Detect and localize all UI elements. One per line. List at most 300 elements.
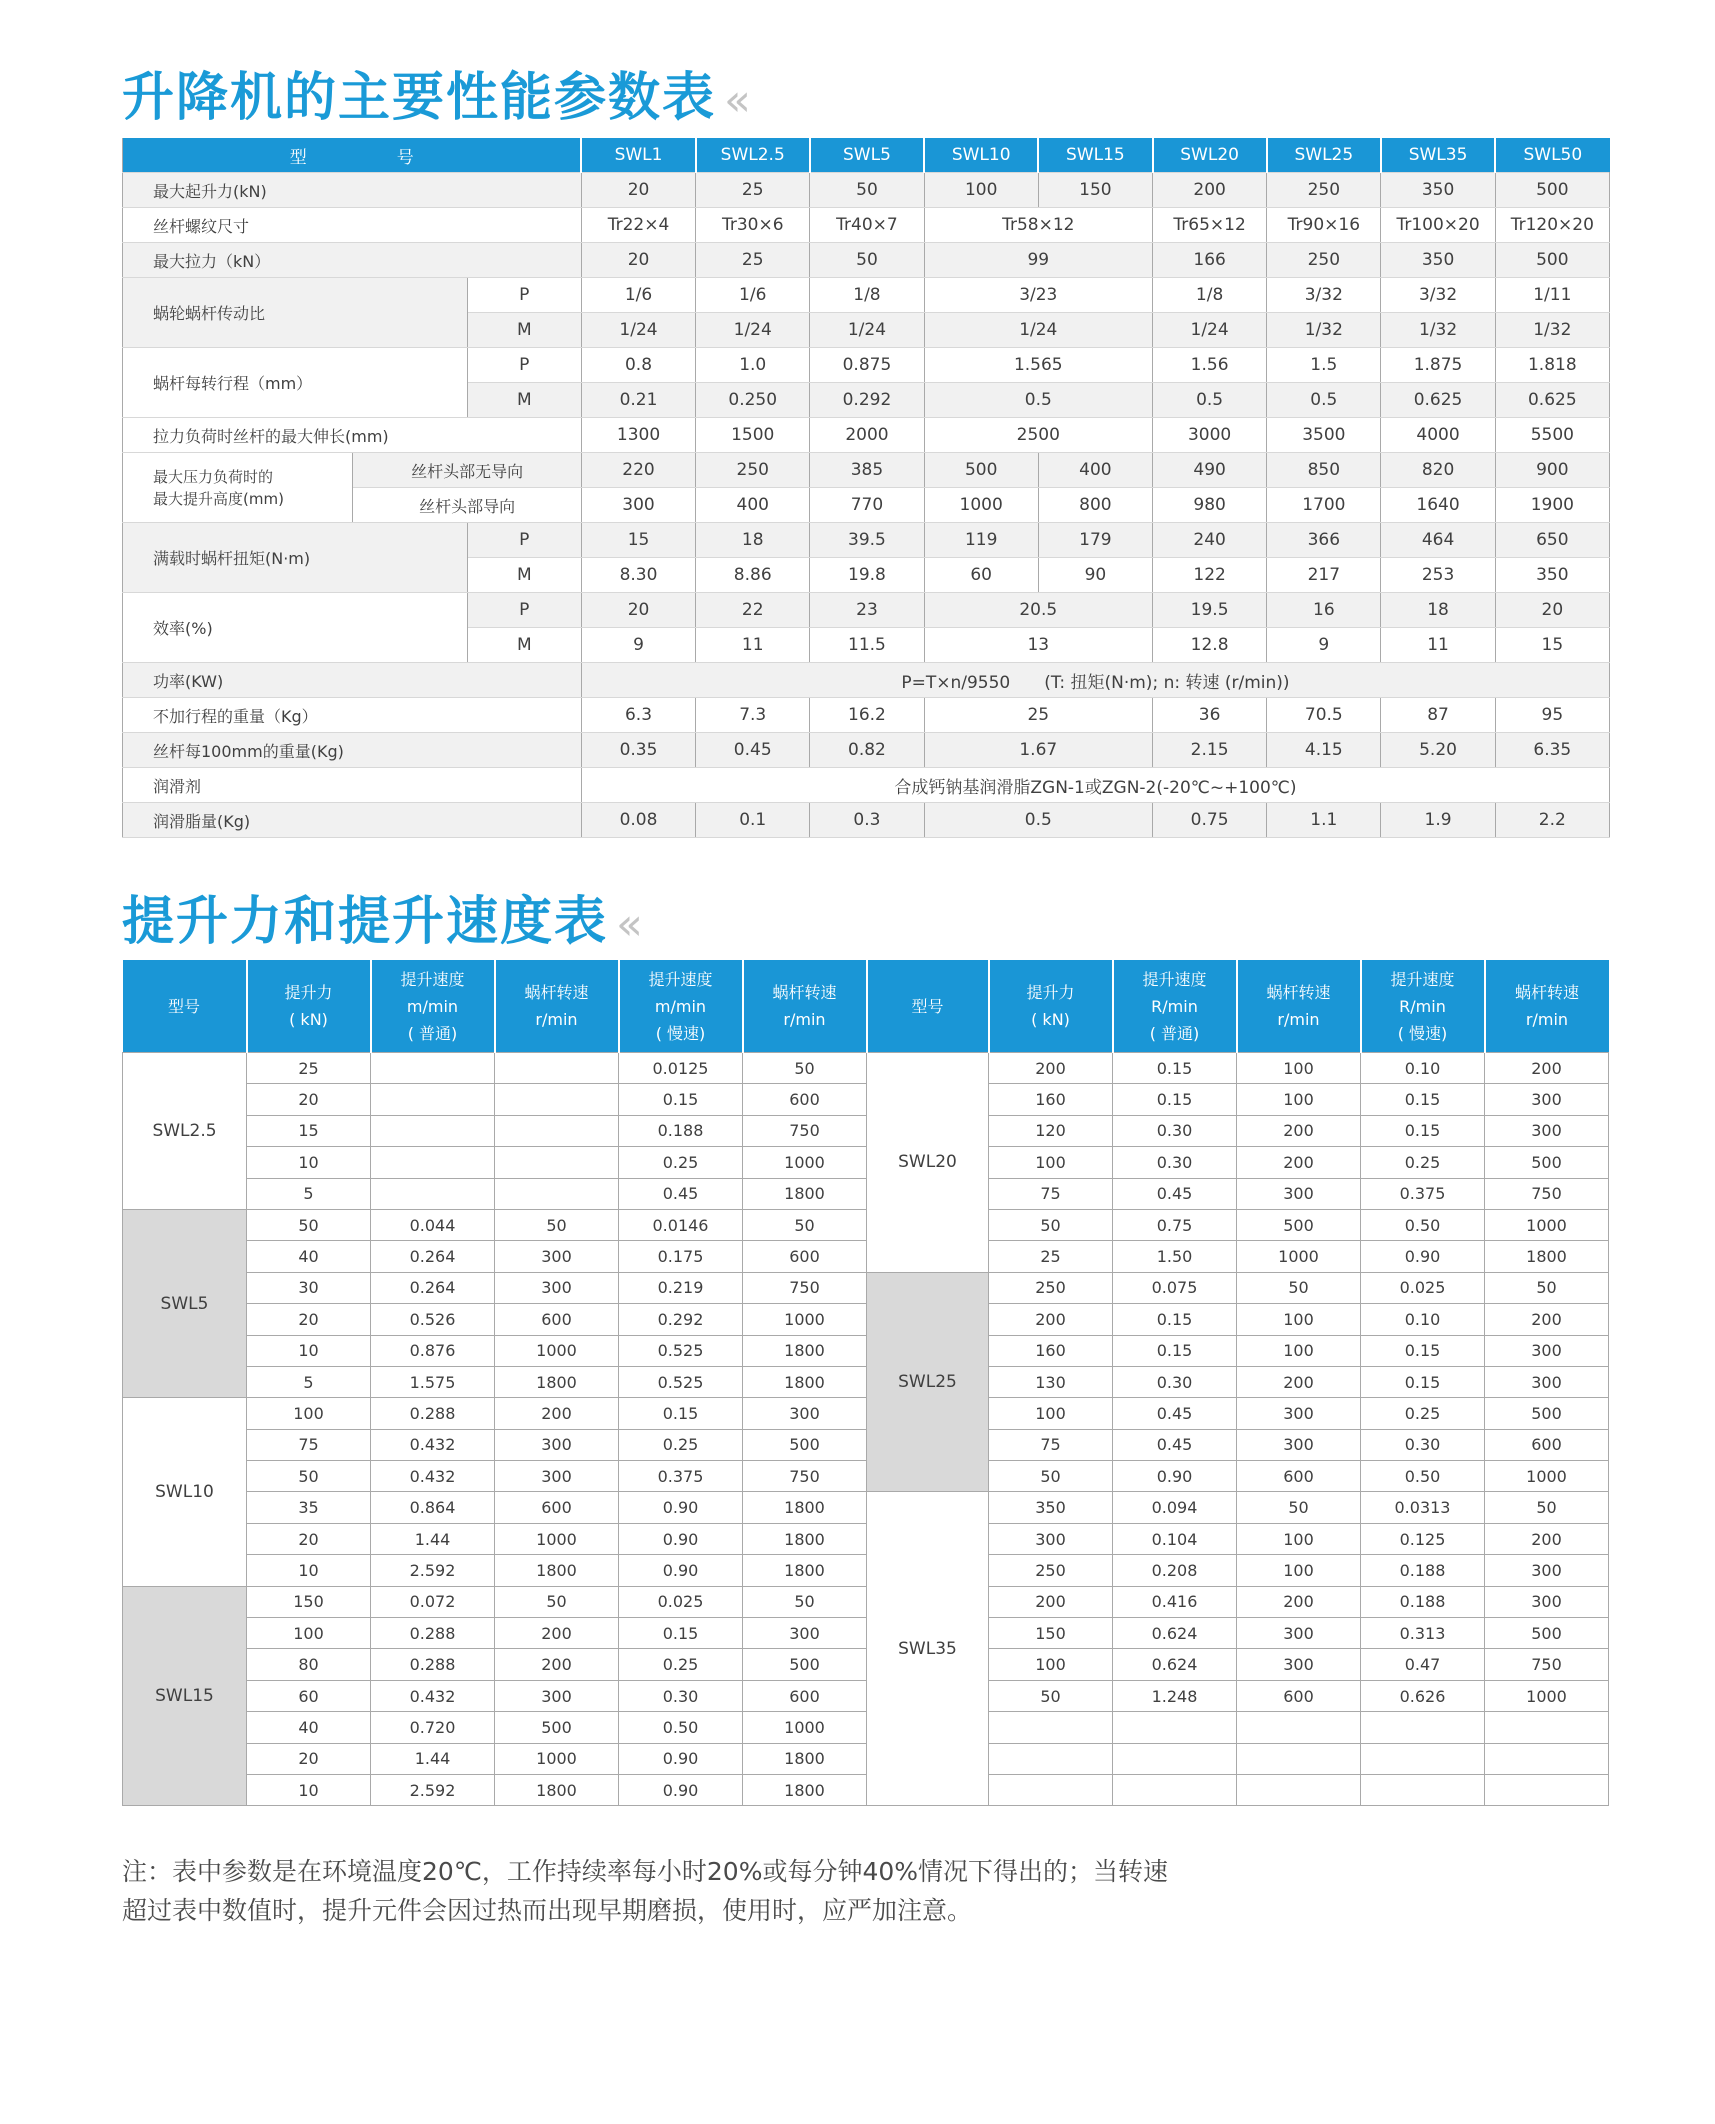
- cell: 160: [989, 1084, 1113, 1115]
- cell: 20: [581, 593, 695, 628]
- cell: 0.45: [1113, 1429, 1237, 1460]
- cell: 0.08: [581, 803, 695, 838]
- cell: 0.188: [619, 1115, 743, 1146]
- cell: 90: [1038, 558, 1152, 593]
- cell: 50: [743, 1586, 867, 1617]
- lubricant-row: [123, 768, 1610, 803]
- cell: 1.0: [696, 348, 810, 383]
- cell: 179: [1038, 523, 1152, 558]
- cell: 1000: [495, 1743, 619, 1774]
- cell: 0.1: [696, 803, 810, 838]
- lubricant-value: 合成钙钠基润滑脂ZGN-1或ZGN-2(-20℃~+100℃): [581, 768, 1609, 803]
- cell: 36: [1153, 698, 1267, 733]
- cell: 1.44: [371, 1743, 495, 1774]
- cell: 13: [924, 628, 1152, 663]
- cell: 600: [495, 1492, 619, 1523]
- cell: 1/24: [810, 313, 924, 348]
- cell: 40: [247, 1712, 371, 1743]
- cell: 0.15: [1361, 1335, 1485, 1366]
- cell: 1800: [1485, 1241, 1609, 1272]
- row-label: 不加行程的重量（Kg）: [123, 698, 582, 733]
- cell: 366: [1267, 523, 1381, 558]
- cell: 122: [1153, 558, 1267, 593]
- cell: 1/8: [810, 278, 924, 313]
- cell: 820: [1381, 453, 1495, 488]
- cell: 0.025: [619, 1586, 743, 1617]
- table-row: [123, 1241, 1609, 1272]
- cell: 25: [696, 243, 810, 278]
- cell: 750: [1485, 1649, 1609, 1680]
- cell: 20: [581, 243, 695, 278]
- cell: 0.375: [1361, 1178, 1485, 1209]
- cell: 220: [581, 453, 695, 488]
- cell: [1113, 1712, 1237, 1743]
- cell: 0.25: [619, 1147, 743, 1178]
- cell: 1000: [924, 488, 1038, 523]
- cell: 0.525: [619, 1366, 743, 1397]
- cell: 0.720: [371, 1712, 495, 1743]
- worm-speed-header: 蜗杆转速 r/min: [743, 960, 867, 1053]
- cell: 500: [1237, 1209, 1361, 1240]
- cell: 150: [247, 1586, 371, 1617]
- cell: 1.44: [371, 1523, 495, 1554]
- cell: 5: [247, 1178, 371, 1209]
- max-pull-row: [123, 243, 1610, 278]
- cell: [371, 1115, 495, 1146]
- cell: 22: [696, 593, 810, 628]
- table-row: [123, 1272, 1609, 1303]
- cell: 1/24: [1153, 313, 1267, 348]
- cell: 1/24: [924, 313, 1152, 348]
- cell: 200: [989, 1304, 1113, 1335]
- row-label: 效率(%): [123, 593, 468, 663]
- row-label: 润滑脂量(Kg): [123, 803, 582, 838]
- cell: 0.25: [619, 1649, 743, 1680]
- cell: 5: [247, 1366, 371, 1397]
- thread-row: [123, 208, 1610, 243]
- cell: 200: [1485, 1053, 1609, 1084]
- row-label: 蜗轮蜗杆传动比: [123, 278, 468, 348]
- cell: 0.47: [1361, 1649, 1485, 1680]
- cell: 50: [810, 243, 924, 278]
- cell: 0.90: [619, 1743, 743, 1774]
- cell: 0.30: [1113, 1366, 1237, 1397]
- cell: 18: [1381, 593, 1495, 628]
- cell: Tr58×12: [924, 208, 1152, 243]
- cell: 500: [1495, 173, 1609, 208]
- cell: 25: [696, 173, 810, 208]
- cell: 200: [495, 1649, 619, 1680]
- cell: 0.264: [371, 1272, 495, 1303]
- cell: 0.0313: [1361, 1492, 1485, 1523]
- cell: 20: [247, 1743, 371, 1774]
- table-row: [123, 1743, 1609, 1774]
- cell: 10: [247, 1147, 371, 1178]
- cell: 0.104: [1113, 1523, 1237, 1554]
- cell: 5500: [1495, 418, 1609, 453]
- cell: 350: [1381, 243, 1495, 278]
- cell: 0.625: [1495, 383, 1609, 418]
- cell: 95: [1495, 698, 1609, 733]
- cell: 1/32: [1495, 313, 1609, 348]
- cell: 500: [1495, 243, 1609, 278]
- cell: 1800: [495, 1555, 619, 1586]
- cell: 300: [581, 488, 695, 523]
- cell: 100: [989, 1649, 1113, 1680]
- cell: 20: [247, 1523, 371, 1554]
- table-row: [123, 1115, 1609, 1146]
- cell: 250: [989, 1555, 1113, 1586]
- cell: 80: [247, 1649, 371, 1680]
- cell: 1800: [495, 1366, 619, 1397]
- cell: 50: [495, 1209, 619, 1240]
- cell: 0.375: [619, 1461, 743, 1492]
- cell: [1361, 1743, 1485, 1774]
- cell: 750: [743, 1115, 867, 1146]
- cell: 0.15: [1113, 1304, 1237, 1335]
- cell: 160: [989, 1335, 1113, 1366]
- cell: 0.15: [619, 1398, 743, 1429]
- cell: 500: [743, 1429, 867, 1460]
- model-col: SWL5: [810, 138, 924, 173]
- cell: 350: [989, 1492, 1113, 1523]
- model-col: SWL50: [1495, 138, 1609, 173]
- cell: 500: [1485, 1147, 1609, 1178]
- cell: 2.592: [371, 1555, 495, 1586]
- cell: 3500: [1267, 418, 1381, 453]
- cell: 300: [743, 1618, 867, 1649]
- cell: 0.094: [1113, 1492, 1237, 1523]
- cell: 0.525: [619, 1335, 743, 1366]
- cell: 500: [743, 1649, 867, 1680]
- cell: 0.15: [1361, 1084, 1485, 1115]
- cell: 600: [1485, 1429, 1609, 1460]
- cell: 25: [989, 1241, 1113, 1272]
- table-row: [123, 1053, 1609, 1084]
- cell: 50: [810, 173, 924, 208]
- m-label: M: [467, 383, 581, 418]
- cell: 0.250: [696, 383, 810, 418]
- cell: 7.3: [696, 698, 810, 733]
- table-row: [123, 1774, 1609, 1805]
- cell: 166: [1153, 243, 1267, 278]
- table-row: [123, 1178, 1609, 1209]
- cell: 250: [1267, 173, 1381, 208]
- cell: 300: [495, 1241, 619, 1272]
- cell: 400: [696, 488, 810, 523]
- cell: 1.575: [371, 1366, 495, 1397]
- cell: 0.0125: [619, 1053, 743, 1084]
- header-row: [123, 138, 1610, 173]
- cell: 650: [1495, 523, 1609, 558]
- cell: [371, 1084, 495, 1115]
- footnote: [122, 1852, 1168, 1930]
- cell: 1.565: [924, 348, 1152, 383]
- cell: 18: [696, 523, 810, 558]
- cell: 1.50: [1113, 1241, 1237, 1272]
- cell: 0.90: [619, 1492, 743, 1523]
- cell: 0.075: [1113, 1272, 1237, 1303]
- cell: 10: [247, 1555, 371, 1586]
- cell: 300: [1485, 1586, 1609, 1617]
- worm-speed-header: 蜗杆转速 r/min: [495, 960, 619, 1053]
- row-label: 润滑剂: [123, 768, 582, 803]
- cell: Tr100×20: [1381, 208, 1495, 243]
- power-formula: P=T×n/9550 (T: 扭矩(N·m); n: 转速 (r/min)): [581, 663, 1609, 698]
- cell: [495, 1053, 619, 1084]
- model-cell: SWL2.5: [123, 1053, 247, 1210]
- cell: 1800: [743, 1774, 867, 1805]
- m-label: M: [467, 558, 581, 593]
- table-row: [123, 1712, 1609, 1743]
- cell: 600: [1237, 1680, 1361, 1711]
- cell: 0.188: [1361, 1586, 1485, 1617]
- cell: 100: [1237, 1304, 1361, 1335]
- sub-label: 丝杆头部导向: [353, 488, 581, 523]
- cell: 0.864: [371, 1492, 495, 1523]
- table-row: [123, 1680, 1609, 1711]
- cell: 0.264: [371, 1241, 495, 1272]
- cell: 1.248: [1113, 1680, 1237, 1711]
- cell: 300: [1237, 1649, 1361, 1680]
- cell: 0.432: [371, 1461, 495, 1492]
- cell: 1800: [743, 1523, 867, 1554]
- cell: [1485, 1774, 1609, 1805]
- cell: 0.5: [1153, 383, 1267, 418]
- table-row: [123, 1147, 1609, 1178]
- cell: 0.288: [371, 1398, 495, 1429]
- cell: 50: [743, 1209, 867, 1240]
- row-label: 丝杆每100mm的重量(Kg): [123, 733, 582, 768]
- cell: 0.624: [1113, 1618, 1237, 1649]
- cell: 19.5: [1153, 593, 1267, 628]
- cell: 600: [1237, 1461, 1361, 1492]
- cell: 50: [989, 1461, 1113, 1492]
- cell: 1800: [743, 1335, 867, 1366]
- table-row: [123, 1586, 1609, 1617]
- cell: 350: [1381, 173, 1495, 208]
- cell: [371, 1178, 495, 1209]
- table-row: [123, 1366, 1609, 1397]
- cell: 11: [696, 628, 810, 663]
- cell: 3/32: [1381, 278, 1495, 313]
- cell: 100: [247, 1618, 371, 1649]
- cell: 0.15: [619, 1084, 743, 1115]
- cell: 50: [247, 1209, 371, 1240]
- speed-normal-header: 提升速度 m/min ( 普通): [371, 960, 495, 1053]
- cell: [495, 1115, 619, 1146]
- cell: 16.2: [810, 698, 924, 733]
- cell: 1.5: [1267, 348, 1381, 383]
- cell: 0.288: [371, 1649, 495, 1680]
- cell: 750: [1485, 1178, 1609, 1209]
- cell: 1/6: [581, 278, 695, 313]
- cell: 20: [247, 1084, 371, 1115]
- cell: 0.90: [1361, 1241, 1485, 1272]
- cell: 900: [1495, 453, 1609, 488]
- cell: 12.8: [1153, 628, 1267, 663]
- cell: 0.21: [581, 383, 695, 418]
- cell: 250: [1267, 243, 1381, 278]
- sub-label: 丝杆头部无导向: [353, 453, 581, 488]
- cell: 15: [247, 1115, 371, 1146]
- cell: 0.292: [619, 1304, 743, 1335]
- cell: 500: [924, 453, 1038, 488]
- cell: 300: [1485, 1335, 1609, 1366]
- cell: 0.30: [1361, 1429, 1485, 1460]
- cell: 2500: [924, 418, 1152, 453]
- chevron-icon: «: [616, 899, 637, 950]
- cell: 300: [1237, 1398, 1361, 1429]
- cell: 1700: [1267, 488, 1381, 523]
- cell: 9: [1267, 628, 1381, 663]
- cell: 0.90: [1113, 1461, 1237, 1492]
- cell: 50: [1237, 1492, 1361, 1523]
- cell: 99: [924, 243, 1152, 278]
- cell: 100: [1237, 1523, 1361, 1554]
- cell: 0.50: [619, 1712, 743, 1743]
- row-label: 功率(KW): [123, 663, 582, 698]
- lift-speed-table: [122, 960, 1609, 1806]
- cell: 100: [989, 1398, 1113, 1429]
- cell: 300: [495, 1461, 619, 1492]
- cell: 0.5: [924, 383, 1152, 418]
- lift-speed-table-title: 提升力和提升速度表 «: [122, 892, 637, 952]
- cell: [1237, 1712, 1361, 1743]
- table-row: [123, 1523, 1609, 1554]
- model-cell: SWL35: [867, 1492, 989, 1806]
- cell: 0.35: [581, 733, 695, 768]
- cell: 0.15: [619, 1618, 743, 1649]
- cell: 500: [1485, 1618, 1609, 1649]
- cell: [989, 1743, 1113, 1774]
- cell: 200: [989, 1586, 1113, 1617]
- table-row: [123, 1649, 1609, 1680]
- speed-normal-header: 提升速度 R/min ( 普通): [1113, 960, 1237, 1053]
- cell: 75: [247, 1429, 371, 1460]
- cell: 1.9: [1381, 803, 1495, 838]
- ratio-p-row: [123, 278, 1610, 313]
- cell: 750: [743, 1272, 867, 1303]
- row-label: 最大压力负荷时的 最大提升高度(mm): [123, 453, 353, 523]
- worm-speed-header: 蜗杆转速 r/min: [1237, 960, 1361, 1053]
- cell: 25: [924, 698, 1152, 733]
- model-cell: SWL15: [123, 1586, 247, 1806]
- cell: 19.8: [810, 558, 924, 593]
- cell: 200: [1237, 1586, 1361, 1617]
- cell: 50: [989, 1680, 1113, 1711]
- model-header: 型 号: [123, 138, 582, 173]
- cell: 130: [989, 1366, 1113, 1397]
- max-lift-row: [123, 173, 1610, 208]
- cell: 8.86: [696, 558, 810, 593]
- cell: 0.219: [619, 1272, 743, 1303]
- cell: 200: [1153, 173, 1267, 208]
- cell: 60: [247, 1680, 371, 1711]
- cell: 6.35: [1495, 733, 1609, 768]
- cell: 200: [1237, 1115, 1361, 1146]
- cell: 0.75: [1153, 803, 1267, 838]
- cell: 0.3: [810, 803, 924, 838]
- cell: 0.90: [619, 1523, 743, 1554]
- table-row: [123, 1209, 1609, 1240]
- cell: 23: [810, 593, 924, 628]
- cell: 3/32: [1267, 278, 1381, 313]
- cell: 50: [743, 1053, 867, 1084]
- table-row: [123, 1304, 1609, 1335]
- cell: 240: [1153, 523, 1267, 558]
- model-cell: SWL20: [867, 1053, 989, 1273]
- cell: 0.15: [1113, 1084, 1237, 1115]
- cell: [1485, 1743, 1609, 1774]
- cell: 0.175: [619, 1241, 743, 1272]
- cell: 0.313: [1361, 1618, 1485, 1649]
- cell: 1/32: [1381, 313, 1495, 348]
- cell: 0.044: [371, 1209, 495, 1240]
- table-row: [123, 1335, 1609, 1366]
- cell: [1485, 1712, 1609, 1743]
- cell: 1/24: [581, 313, 695, 348]
- cell: 253: [1381, 558, 1495, 593]
- cell: 300: [1485, 1115, 1609, 1146]
- cell: 1000: [743, 1147, 867, 1178]
- cell: 0.90: [619, 1555, 743, 1586]
- table-row: [123, 1398, 1609, 1429]
- cell: 0.30: [619, 1680, 743, 1711]
- cell: 800: [1038, 488, 1152, 523]
- p-label: P: [467, 278, 581, 313]
- cell: 770: [810, 488, 924, 523]
- performance-table-title: 升降机的主要性能参数表 «: [122, 68, 745, 128]
- cell: 0.876: [371, 1335, 495, 1366]
- chevron-icon: «: [724, 75, 745, 126]
- table-row: [123, 1461, 1609, 1492]
- cell: 0.45: [1113, 1178, 1237, 1209]
- cell: 0.15: [1361, 1366, 1485, 1397]
- cell: 119: [924, 523, 1038, 558]
- cell: 980: [1153, 488, 1267, 523]
- row-label: 丝杆螺纹尺寸: [123, 208, 582, 243]
- model-col: SWL35: [1381, 138, 1495, 173]
- cell: 0.626: [1361, 1680, 1485, 1711]
- cell: Tr65×12: [1153, 208, 1267, 243]
- cell: 300: [1485, 1555, 1609, 1586]
- cell: 50: [1485, 1272, 1609, 1303]
- cell: 0.82: [810, 733, 924, 768]
- performance-table: [122, 138, 1610, 838]
- cell: [495, 1147, 619, 1178]
- cell: 0.416: [1113, 1586, 1237, 1617]
- cell: 150: [989, 1618, 1113, 1649]
- row-label: 蜗杆每转行程（mm）: [123, 348, 468, 418]
- cell: 3000: [1153, 418, 1267, 453]
- cell: 200: [989, 1053, 1113, 1084]
- cell: 0.50: [1361, 1209, 1485, 1240]
- cell: 250: [696, 453, 810, 488]
- cell: 500: [495, 1712, 619, 1743]
- cell: 11: [1381, 628, 1495, 663]
- cell: 0.432: [371, 1429, 495, 1460]
- cell: 300: [989, 1523, 1113, 1554]
- lift-header: 提升力 ( kN): [989, 960, 1113, 1053]
- cell: 0.292: [810, 383, 924, 418]
- cell: [1237, 1774, 1361, 1805]
- cell: 1/8: [1153, 278, 1267, 313]
- cell: 0.15: [1113, 1053, 1237, 1084]
- cell: 1800: [743, 1492, 867, 1523]
- cell: 1000: [743, 1712, 867, 1743]
- cell: [495, 1178, 619, 1209]
